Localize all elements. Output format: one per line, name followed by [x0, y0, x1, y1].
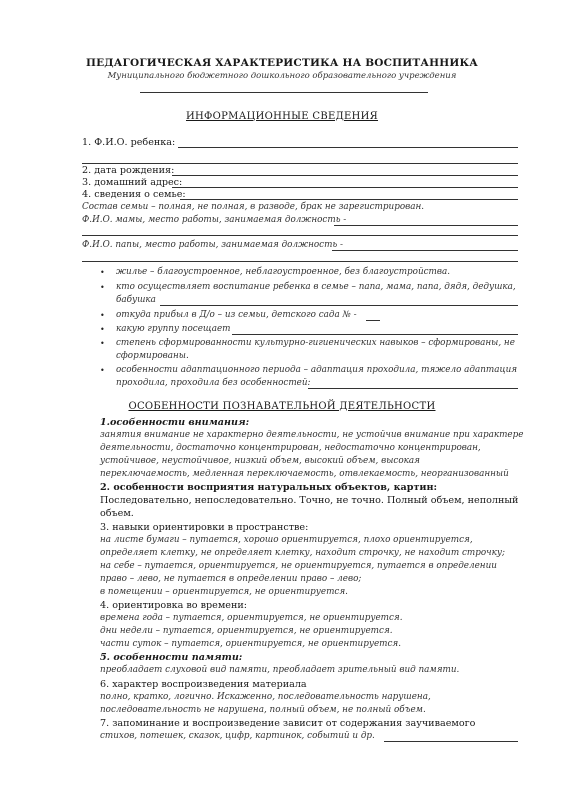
orientation-space-line: в помещении – ориентируется, не ориентируется.	[100, 587, 348, 597]
orientation-time-heading: 4. ориентировка во времени:	[100, 600, 247, 611]
field-family-info-label: 4. сведения о семье:	[82, 189, 186, 200]
adaptation-line	[308, 388, 518, 389]
bullet-upbringing-cont: бабушка	[116, 295, 156, 305]
child-name-line	[178, 147, 518, 148]
bullet-hygiene: степень сформированности культурно-гигиенических навыков – сформированы, не	[116, 338, 515, 348]
bullet-arrived-from: откуда прибыл в Д/о – из семьи, детского сада № -	[116, 310, 357, 320]
reproduction-line: полно, кратко, логично. Искаженно, последовательность нарушена,	[100, 692, 431, 702]
perception-line: объем.	[100, 508, 134, 519]
attention-line: устойчивое, неустойчивое, низкий объем, высокий объем, высокая	[100, 456, 420, 466]
reproduction-line: последовательность не нарушена, полный объем, не полный объем.	[100, 705, 426, 715]
bullet-icon: •	[100, 268, 105, 277]
memorization-heading: 7. запоминание и воспроизведение зависит от содержания заучиваемого	[100, 718, 476, 729]
address-line	[172, 187, 518, 188]
bullet-icon: •	[100, 283, 105, 292]
attention-heading: 1.особенности внимания:	[100, 417, 250, 428]
orientation-time-line: дни недели – путается, ориентируется, не ориентируется.	[100, 626, 393, 636]
group-line	[232, 334, 518, 335]
bullet-icon: •	[100, 325, 105, 334]
field-address-label: 3. домашний адрес:	[82, 177, 183, 188]
memory-line: преобладает слуховой вид памяти, преобладает зрительный вид памяти.	[100, 665, 460, 675]
bullet-hygiene-cont: сформированы.	[116, 351, 189, 361]
orientation-space-line: на листе бумаги – путается, хорошо ориентируется, плохо ориентируется,	[100, 535, 473, 545]
orientation-time-line: времена года – путается, ориентируется, не ориентируется.	[100, 613, 403, 623]
attention-line: занятия внимание не характерно деятельности, не устойчив внимание при характере	[100, 430, 524, 440]
orientation-space-line: определяет клетку, не определяет клетку, находит строчку, не находит строчку;	[100, 548, 505, 558]
bullet-icon: •	[100, 366, 105, 375]
bullet-icon: •	[100, 311, 105, 320]
bullet-adaptation: особенности адаптационного периода – адаптация проходила, тяжело адаптация	[116, 365, 518, 375]
field-birth-date-label: 2. дата рождения:	[82, 165, 175, 176]
perception-line: Последовательно, непоследовательно. Точно, не точно. Полный объем, неполный	[100, 495, 519, 506]
activity-heading: ОСОБЕННОСТИ ПОЗНАВАТЕЛЬНОЙ ДЕЯТЕЛЬНОСТИ	[128, 401, 436, 412]
parent-2-label: Ф.И.О. папы, место работы, занимаемая должность -	[82, 240, 343, 250]
parent-2-line-2	[82, 261, 518, 262]
reproduction-heading: 6. характер воспроизведения материала	[100, 679, 307, 690]
memorization-fill-line	[384, 741, 518, 742]
bullet-adaptation-cont: проходила, проходила без особенностей:	[116, 378, 311, 388]
memorization-line: стихов, потешек, сказок, цифр, картинок, событий и др.	[100, 731, 375, 741]
orientation-space-heading: 3. навыки ориентировки в пространстве:	[100, 522, 309, 533]
parent-2-line	[332, 250, 518, 251]
bullet-icon: •	[100, 339, 105, 348]
title-rule	[140, 92, 428, 93]
parent-1-line-2	[82, 235, 518, 236]
orientation-space-line: на себе – путается, ориентируется, не ориентируется, путается в определении	[100, 561, 497, 571]
attention-line: деятельности, достаточно концентрирован, недостаточно концентрирован,	[100, 443, 481, 453]
family-info-line	[180, 199, 518, 200]
field-child-name-label: 1. Ф.И.О. ребенка:	[82, 137, 176, 148]
family-composition: Состав семьи – полная, не полная, в разводе, брак не зарегистрирован.	[82, 202, 425, 212]
upbringing-line	[160, 305, 518, 306]
arrived-from-line	[366, 320, 380, 321]
bullet-upbringing: кто осуществляет воспитание ребенка в семье – папа, мама, папа, дядя, дедушка,	[116, 282, 516, 292]
parent-1-label: Ф.И.О. мамы, место работы, занимаемая должность -	[82, 215, 347, 225]
perception-heading: 2. особенности восприятия натуральных объектов, картин:	[100, 482, 438, 493]
document-title: ПЕДАГОГИЧЕСКАЯ ХАРАКТЕРИСТИКА НА ВОСПИТАННИКА	[85, 57, 479, 69]
birth-date-line	[172, 175, 518, 176]
child-name-line-2	[82, 163, 518, 164]
parent-1-line	[334, 225, 518, 226]
orientation-space-line: право – лево, не путается в определении право – лево;	[100, 574, 362, 584]
bullet-group: какую группу посещает	[116, 324, 231, 334]
attention-line: переключаемость, медленная переключаемость, отвлекаемость, неорганизованный	[100, 469, 509, 479]
orientation-time-line: части суток – путается, ориентируется, не ориентируется.	[100, 639, 402, 649]
info-heading: ИНФОРМАЦИОННЫЕ СВЕДЕНИЯ	[185, 111, 379, 122]
memory-heading: 5. особенности памяти:	[100, 652, 243, 663]
document-subtitle: Муниципального бюджетного дошкольного образовательного учреждения	[107, 71, 457, 81]
bullet-housing: жилье – благоустроенное, неблагоустроенное, без благоустройства.	[116, 267, 451, 277]
